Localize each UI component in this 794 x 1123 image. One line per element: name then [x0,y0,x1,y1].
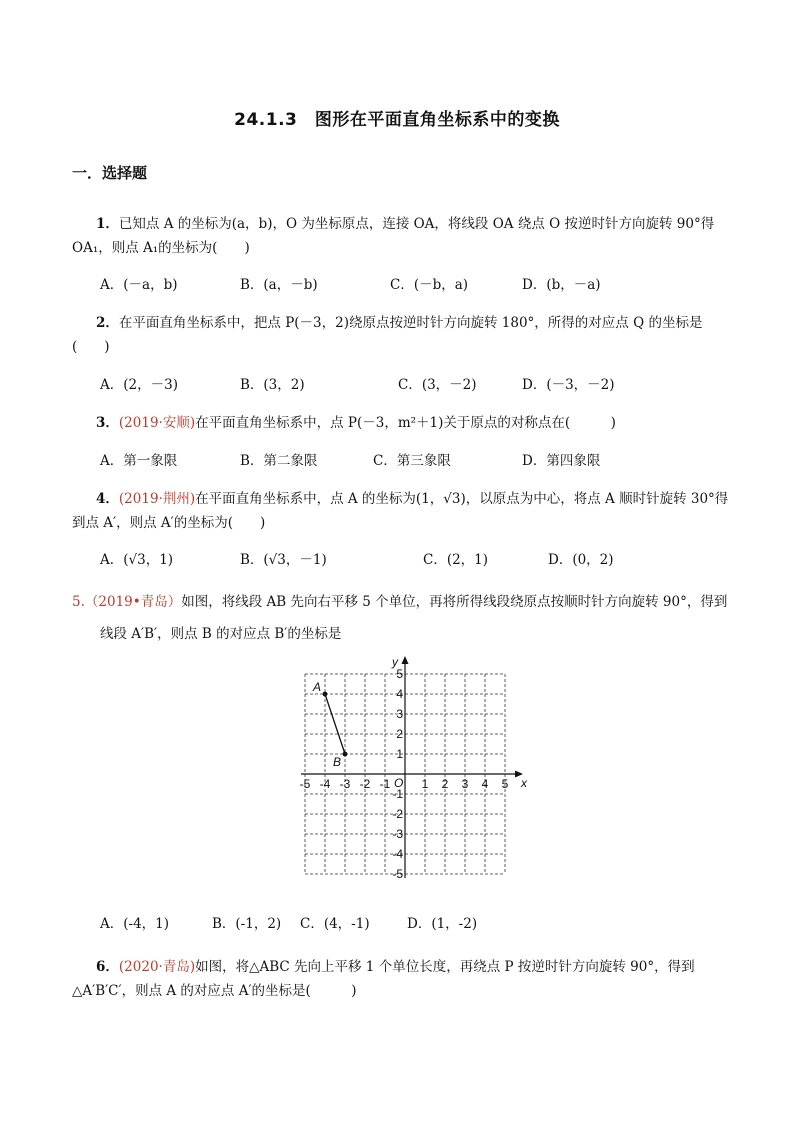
x-tick-label: 4 [481,777,489,791]
q1-number: 1． [96,216,119,232]
x-tick-label: -5 [299,777,311,791]
point-label-a: A [313,680,322,694]
point-label-b: B [333,755,342,769]
q6-source: (2020·青岛) [118,959,196,975]
section-title: 一．选择题 [72,164,148,182]
q5-text-1: 如图，将线段 AB 先向右平移 5 个单位，再将所得线段绕原点按顺时针方向旋转 90°，得到 [181,594,728,610]
q6-number: 6． [96,959,119,975]
point-a [323,692,328,697]
q2-option-c[interactable]: C．(3，－2) [398,377,477,393]
y-tick-label: -4 [392,847,403,861]
q2-option-b[interactable]: B．(3，2) [240,377,305,393]
q2-line2: ( ) [72,339,110,355]
x-tick-label: 3 [461,777,469,791]
origin-label: O [394,776,404,790]
q2-line1 [96,311,702,331]
q4-option-b[interactable]: B．(√3，－1) [240,552,327,568]
y-tick-label: -3 [392,827,403,841]
x-tick-label: -1 [379,777,391,791]
q3-option-c[interactable]: C．第三象限 [373,453,451,469]
coordinate-graph [296,652,527,884]
q5-option-a[interactable]: A．(-4，1) [100,916,170,932]
q4-option-a[interactable]: A．(√3，1) [100,552,174,568]
q6-text-1: 如图，将△ABC 先向上平移 1 个单位长度，再绕点 P 按逆时针方向旋转 90°，得到 [195,959,695,975]
y-axis-arrow [402,656,409,664]
q3-text-1: 在平面直角坐标系中，点 P(－3，m²＋1)关于原点的对称点在( ) [195,415,616,431]
q5-line1 [72,590,727,610]
q4-option-d[interactable]: D．(0，2) [548,552,614,568]
q5-line2: 线段 A′B′，则点 B 的对应点 B′的坐标是 [100,626,342,642]
q2-text-1: 在平面直角坐标系中，把点 P(－3，2)绕原点按逆时针方向旋转 180°，所得的对应点 Q 的坐标是 [118,315,703,331]
y-tick-label: -5 [392,867,403,881]
y-tick-label: 1 [396,747,403,761]
q6-line2: △A′B′C′，则点 A 的对应点 A′的坐标是( ) [72,983,357,999]
x-tick-label: 1 [421,777,429,791]
q4-option-c[interactable]: C．(2，1) [423,552,489,568]
point-b [343,752,348,757]
y-axis-label: y [392,655,398,669]
q2-number: 2． [96,315,119,331]
q5-source: （2019•青岛） [84,594,182,610]
page-title: 24.1.3 图形在平面直角坐标系中的变换 [234,110,560,130]
plot-marks [312,680,347,769]
q1-line1 [96,212,714,232]
q2-option-a[interactable]: A．(2，－3) [100,377,178,393]
q3-number: 3． [96,415,119,431]
x-tick-label: -4 [319,777,331,791]
q5-option-c[interactable]: C．(4，-1) [300,916,370,932]
q5-number: 5. [72,594,85,610]
y-tick-label: 4 [396,687,403,701]
y-tick-label: 3 [396,707,403,721]
q5-option-b[interactable]: B．(-1，2) [212,916,282,932]
q1-option-c[interactable]: C．(－b，a) [390,277,469,293]
q1-option-a[interactable]: A．(－a，b) [100,277,178,293]
x-tick-label: -3 [339,777,351,791]
y-tick-label: -1 [392,787,403,801]
q4-line1 [96,487,728,507]
q3-line1 [96,411,616,431]
q2-option-d[interactable]: D．(－3，－2) [522,377,615,393]
q4-source: (2019·荆州) [118,491,196,507]
q4-text-1: 在平面直角坐标系中，点 A 的坐标为(1，√3)，以原点为中心，将点 A 顺时针旋转 30°得 [195,491,729,507]
q3-source: (2019·安顺) [118,415,196,431]
q5-option-d[interactable]: D．(1，-2) [407,916,478,932]
q1-option-b[interactable]: B．(a，－b) [240,277,318,293]
q3-option-d[interactable]: D．第四象限 [522,453,601,469]
q1-option-d[interactable]: D．(b，－a) [522,277,601,293]
x-axis-label: x [521,776,527,790]
x-tick-label: -2 [359,777,371,791]
q1-text-1: 已知点 A 的坐标为(a，b)，O 为坐标原点，连接 OA，将线段 OA 绕点 O 按逆时针方向旋转 90°得 [118,216,715,232]
x-tick-label: 2 [441,777,449,791]
q3-option-a[interactable]: A．第一象限 [100,453,178,469]
q3-option-b[interactable]: B．第二象限 [240,453,318,469]
q6-line1 [96,955,695,975]
q1-line2: OA₁，则点 A₁的坐标为( ) [72,240,250,256]
q4-number: 4． [96,491,119,507]
y-tick-label: 5 [396,667,403,681]
q4-line2: 到点 A′，则点 A′的坐标为( ) [72,515,266,531]
y-tick-label: -2 [392,807,403,821]
x-tick-label: 5 [501,777,509,791]
segment-ab [325,694,345,754]
y-tick-label: 2 [396,727,403,741]
